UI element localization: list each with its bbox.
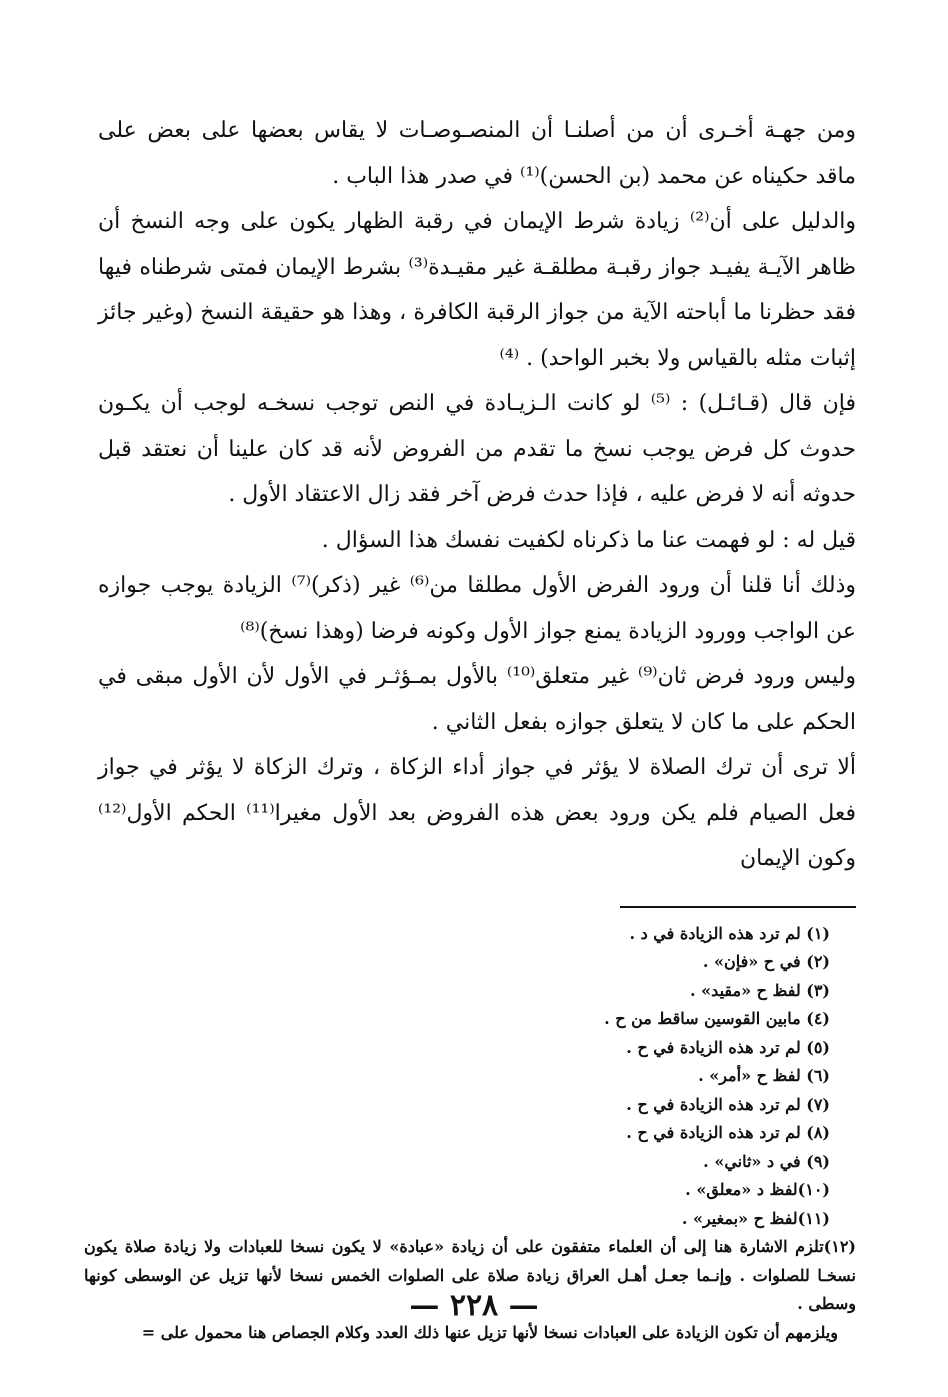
main-text: [98, 108, 856, 882]
footnote-7: (٧) لم ترد هذه الزيادة في ح .: [626, 1094, 830, 1114]
footnote-3: (٣) لفظ ح «مقيد» .: [690, 980, 830, 1000]
footnote-8: (٨) لم ترد هذه الزيادة في ح .: [626, 1123, 830, 1142]
footnote-separator: [620, 906, 856, 908]
footnotes: [84, 920, 856, 1348]
footnote-1: (١) لم ترد هذه الزيادة في د .: [629, 923, 830, 943]
paragraph-5: وذلك أنا قلنا أن ورود الفرض الأول مطلقا من⁽⁶⁾ غير (ذكر)⁽⁷⁾ الزيادة يوجب جوازه عن الواجب وورود الزيادة يمنع جواز الأول وكونه فرضا (وهذا نسخ)⁽⁸⁾: [98, 573, 856, 644]
paragraph-2: والدليل على أن⁽²⁾ زيادة شرط الإيمان في رقبة الظهار يكون على وجه النسخ أن ظاهر الآيـة يفيـد جواز رقبـة مطلقـة غير مقيـدة⁽³⁾ بشرط الإيمان فمتى شرطناه فيها فقد حظرنا ما أباحته الآية من جواز الرقبة الكافرة ، وهذا هو حقيقة النسخ (وغير جائز إثبات مثله بالقياس ولا بخبر الواحد) . ⁽⁴⁾: [98, 209, 856, 371]
footnote-2: (٢) في ح «فإن» .: [702, 952, 830, 971]
page-number: — ٢٢٨ —: [409, 1288, 539, 1323]
paragraph-1: ومن جهـة أخـرى أن من أصلنـا أن المنصـوصـات لا يقاس بعضها على بعض على ماقد حكيناه عن محمد (بن الحسن)⁽¹⁾ في صدر هذا الباب .: [98, 118, 856, 189]
paragraph-7: ألا ترى أن ترك الصلاة لا يؤثر في جواز أداء الزكاة ، وترك الزكاة لا يؤثر في جواز فعل الصيام فلم يكن ورود بعض هذه الفروض بعد الأول مغيرا⁽¹¹⁾ الحكم الأول⁽¹²⁾ وكون الإيمان: [98, 755, 857, 871]
footnote-separator-wrap: [98, 882, 856, 908]
footnote-continuation: ويلزمهم أن تكون الزيادة على العبادات نسخا لأنها تزيل عنها ذلك العدد وكلام الجصاص هنا محمول على =: [141, 1322, 838, 1342]
footnote-12: (١٢)تلزم الاشارة هنا إلى أن العلماء متفقون على أن زيادة «عبادة» لا يكون نسخا للعبادات ولا زيادة صلاة يكون نسخـا للصلوات . وإنـما جعـل أهـل العراق زيادة صلاة على الصلوات الخمس نسخا لأنها تزيل عن الوسطى كونها وسطى .: [84, 1237, 856, 1313]
footnote-4: (٤) مابين القوسين ساقط من ح .: [604, 1009, 830, 1028]
footnote-5: (٥) لم ترد هذه الزيادة في ح .: [626, 1037, 830, 1057]
footnote-6: (٦) لفظ ح «أمر» .: [698, 1066, 830, 1085]
footnote-9: (٩) في د «ثاني» .: [703, 1151, 830, 1171]
paragraph-4: قيل له : لو فهمت عنا ما ذكرناه لكفيت نفسك هذا السؤال .: [321, 527, 856, 553]
paragraph-3: فإن قال (قـائـل) : ⁽⁵⁾ لو كانت الـزيـادة في النص توجب نسخـه لوجب أن يكـون حدوث كل فرض يوجب نسخ ما تقدم من الفروض لأنه قد كان علينا أن نعتقد قبل حدوثه أنه لا فرض عليه ، فإذا حدث فرض آخر فقد زال الاعتقاد الأول .: [98, 391, 857, 507]
paragraph-6: وليس ورود فرض ثان⁽⁹⁾ غير متعلق⁽¹⁰⁾ بالأول بمـؤثـر في الأول لأن الأول مبقى في الحكم على ما كان لا يتعلق جوازه بفعل الثاني .: [98, 664, 856, 735]
footnote-11: (١١)لفظ ح «بمغير» .: [681, 1208, 830, 1228]
footnote-10: (١٠)لفظ د «معلق» .: [685, 1180, 830, 1199]
